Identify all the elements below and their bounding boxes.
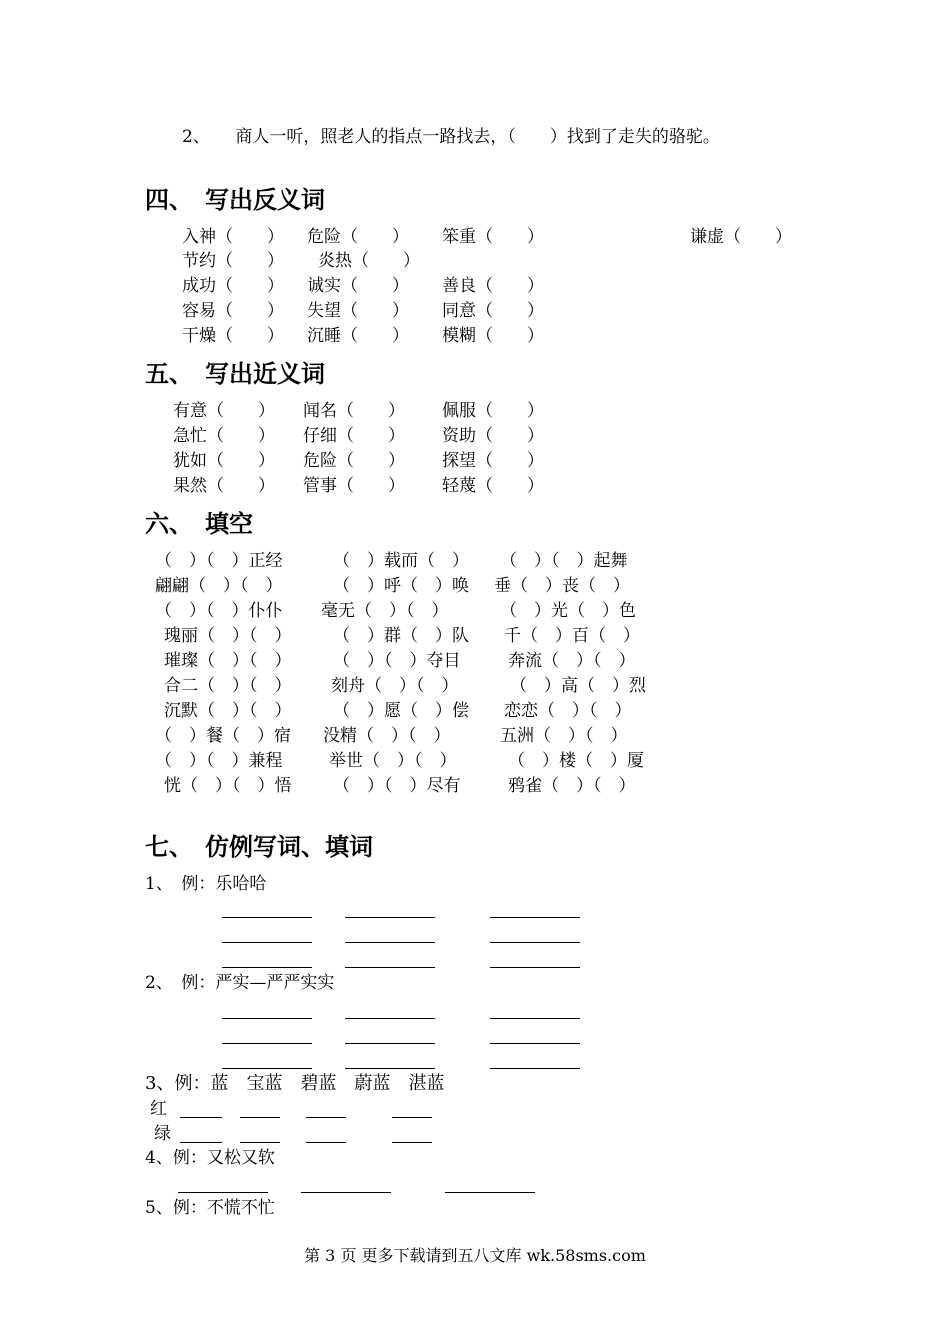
idiom-item: （ ）群（ ）队 — [333, 626, 469, 646]
idiom-item: （ ）（ ）兼程 — [155, 751, 283, 771]
synonym-item: 管事（ ） — [303, 476, 405, 496]
question-2-text: 2、 商人一听，照老人的指点一路找去，（ ）找到了走失的骆驼。 — [182, 127, 720, 147]
idiom-item: 毫无（ ）（ ） — [321, 601, 449, 621]
synonym-item: 资助（ ） — [442, 426, 544, 446]
answer-blank — [490, 917, 580, 918]
idiom-item: （ ）呼（ ）唤 — [333, 576, 469, 596]
idiom-item: （ ）楼（ ）厦 — [508, 751, 644, 771]
answer-blank — [490, 1018, 580, 1019]
antonym-item: 危险（ ） — [307, 227, 409, 247]
answer-blank — [490, 967, 580, 968]
idiom-item: 没精（ ）（ ） — [323, 726, 451, 746]
idiom-item: 鸦雀（ ）（ ） — [508, 776, 636, 796]
answer-blank — [490, 1068, 580, 1069]
idiom-item: 沉默（ ）（ ） — [164, 701, 292, 721]
answer-blank — [222, 967, 312, 968]
idiom-item: （ ）载而（ ） — [333, 551, 469, 571]
idiom-item: （ ）（ ）正经 — [155, 551, 283, 571]
antonym-item: 成功（ ） — [182, 276, 284, 296]
synonym-item: 果然（ ） — [173, 476, 275, 496]
synonym-item: 闻名（ ） — [303, 401, 405, 421]
idiom-item: 翩翩（ ）（ ） — [155, 576, 283, 596]
synonym-item: 探望（ ） — [442, 451, 544, 471]
idiom-item: （ ）光（ ）色 — [500, 601, 636, 621]
answer-blank — [392, 1142, 432, 1143]
synonym-item: 仔细（ ） — [303, 426, 405, 446]
synonym-item: 急忙（ ） — [173, 426, 275, 446]
antonym-item: 笨重（ ） — [442, 227, 544, 247]
answer-blank — [345, 1018, 435, 1019]
synonym-item: 有意（ ） — [173, 401, 275, 421]
answer-blank — [180, 1117, 222, 1118]
antonym-item: 善良（ ） — [442, 276, 544, 296]
idiom-item: 合二（ ）（ ） — [164, 676, 292, 696]
example-3-text: 3、例：蓝 宝蓝 碧蓝 蔚蓝 湛蓝 — [145, 1073, 445, 1094]
synonym-item: 危险（ ） — [303, 451, 405, 471]
idiom-item: 千（ ）百（ ） — [504, 626, 640, 646]
answer-blank — [490, 1043, 580, 1044]
green-label: 绿 — [154, 1124, 171, 1144]
example-5-text: 5、例：不慌不忙 — [145, 1198, 275, 1218]
answer-blank — [490, 942, 580, 943]
antonym-item: 谦虚（ ） — [690, 227, 792, 247]
answer-blank — [345, 942, 435, 943]
antonym-item: 入神（ ） — [182, 227, 284, 247]
idiom-item: 璀璨（ ）（ ） — [164, 651, 292, 671]
section-6-title: 六、 填空 — [145, 510, 253, 538]
idiom-item: （ ）（ ）起舞 — [500, 551, 628, 571]
antonym-item: 诚实（ ） — [307, 276, 409, 296]
example-2-text: 2、 例：严实—严严实实 — [145, 973, 335, 993]
section-7-title: 七、 仿例写词、填词 — [145, 833, 373, 861]
answer-blank — [345, 967, 435, 968]
answer-blank — [345, 917, 435, 918]
example-1-text: 1、 例：乐哈哈 — [145, 874, 267, 894]
red-label: 红 — [150, 1099, 167, 1119]
answer-blank — [222, 1043, 312, 1044]
idiom-item: 恋恋（ ）（ ） — [504, 701, 632, 721]
answer-blank — [222, 917, 312, 918]
answer-blank — [306, 1117, 346, 1118]
answer-blank — [178, 1192, 268, 1193]
idiom-item: 五洲（ ）（ ） — [500, 726, 628, 746]
idiom-item: 奔流（ ）（ ） — [508, 651, 636, 671]
idiom-item: （ ）（ ）夺目 — [333, 651, 461, 671]
synonym-item: 佩服（ ） — [442, 401, 544, 421]
antonym-item: 炎热（ ） — [318, 251, 420, 271]
page-footer: 第 3 页 更多下载请到五八文库 wk.58sms.com — [304, 1246, 646, 1265]
antonym-item: 节约（ ） — [182, 251, 284, 271]
antonym-item: 沉睡（ ） — [307, 326, 409, 346]
idiom-item: 垂（ ）丧（ ） — [494, 576, 630, 596]
section-4-title: 四、 写出反义词 — [145, 186, 325, 214]
idiom-item: （ ）餐（ ）宿 — [155, 726, 291, 746]
idiom-item: （ ）（ ）仆仆 — [155, 601, 283, 621]
idiom-item: （ ）高（ ）烈 — [510, 676, 646, 696]
answer-blank — [240, 1142, 280, 1143]
antonym-item: 模糊（ ） — [442, 326, 544, 346]
antonym-item: 同意（ ） — [442, 301, 544, 321]
section-5-title: 五、 写出近义词 — [145, 360, 325, 388]
answer-blank — [180, 1142, 222, 1143]
answer-blank — [306, 1142, 346, 1143]
idiom-item: 刻舟（ ）（ ） — [331, 676, 459, 696]
answer-blank — [345, 1068, 435, 1069]
example-4-text: 4、例：又松又软 — [145, 1148, 275, 1168]
answer-blank — [392, 1117, 432, 1118]
answer-blank — [222, 1068, 312, 1069]
idiom-item: 瑰丽（ ）（ ） — [164, 626, 292, 646]
answer-blank — [301, 1192, 391, 1193]
answer-blank — [222, 942, 312, 943]
synonym-item: 犹如（ ） — [173, 451, 275, 471]
answer-blank — [222, 1018, 312, 1019]
synonym-item: 轻蔑（ ） — [442, 476, 544, 496]
answer-blank — [345, 1043, 435, 1044]
antonym-item: 失望（ ） — [307, 301, 409, 321]
answer-blank — [445, 1192, 535, 1193]
answer-blank — [240, 1117, 280, 1118]
idiom-item: （ ）（ ）尽有 — [333, 776, 461, 796]
idiom-item: 举世（ ）（ ） — [329, 751, 457, 771]
antonym-item: 容易（ ） — [182, 301, 284, 321]
idiom-item: （ ）愿（ ）偿 — [333, 701, 469, 721]
antonym-item: 干燥（ ） — [182, 326, 284, 346]
idiom-item: 恍（ ）（ ）悟 — [164, 776, 292, 796]
